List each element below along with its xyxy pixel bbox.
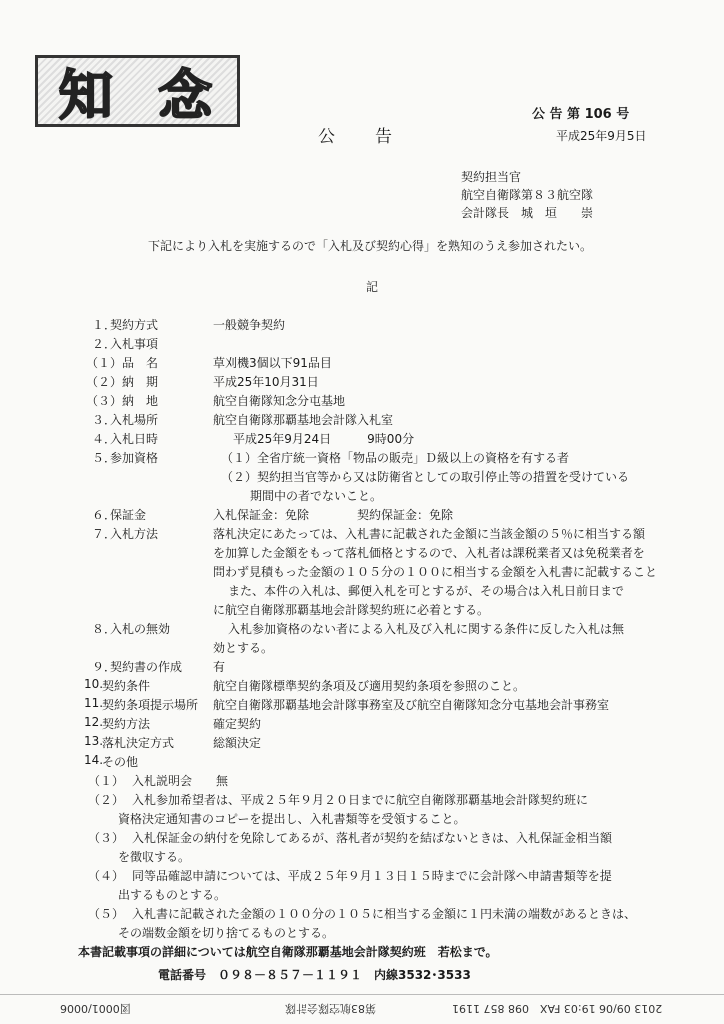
item-label-bid-method: 入札方法: [110, 527, 159, 541]
fax-page-number: 図0001/0006: [60, 1002, 131, 1015]
item-num: 13.: [84, 734, 104, 748]
item-value-contract-method: 一般競争契約: [213, 318, 286, 332]
other-deposit-1: 入札保証金の納付を免除してあるが、落札者が契約を結ばないときは、入札保証金相当額: [132, 831, 613, 845]
page-title: 公 告: [318, 127, 394, 147]
fax-footer-divider: [0, 994, 724, 995]
item-value-bid-method-5: に航空自衛隊那覇基地会計隊契約班に必着とする。: [213, 603, 490, 617]
item-label-deposit: 保証金: [110, 508, 147, 522]
other-registration-2: 資格決定通知書のコピーを提出し、入札書類等を受領すること。: [118, 812, 466, 826]
item-label-invalid-bid: 入札の無効: [110, 622, 171, 636]
item-num: 14.: [84, 753, 104, 767]
item-num: 11.: [84, 696, 104, 710]
item-value-invalid-bid-1: 入札参加資格のない者による入札及び入札に関する条件に反した入札は無: [228, 622, 625, 636]
other-briefing: 入札説明会 無: [132, 774, 229, 788]
other-num: （５）: [88, 907, 125, 921]
item-value-qualification-2: （２）契約担当官等から又は防衛省としての取引停止等の措置を受けている: [221, 470, 630, 484]
other-registration-1: 入札参加希望者は、平成２５年９月２０日までに航空自衛隊那覇基地会計隊契約班に: [132, 793, 589, 807]
item-value-bid-datetime: 平成25年9月24日 9時00分: [233, 432, 415, 446]
ki-heading: 記: [366, 280, 379, 294]
item-num: １．: [92, 318, 117, 332]
other-equivalent-1: 同等品確認申請については、平成２５年９月１３日１５時までに会計隊へ申請書類等を提: [132, 869, 612, 883]
other-deposit-2: を徴収する。: [118, 850, 191, 864]
item-label-bid-datetime: 入札日時: [110, 432, 159, 446]
intro-text: 下記により入札を実施するので「入札及び契約心得」を熟知のうえ参加されたい。: [148, 239, 593, 253]
item-value-product: 草刈機3個以下91品目: [213, 356, 332, 370]
fax-sender: 第83航空隊会計隊: [285, 1002, 376, 1015]
item-num: 10.: [84, 677, 104, 691]
sender-unit: 航空自衛隊第８３航空隊: [461, 188, 594, 202]
item-label-bid-items: 入札事項: [110, 337, 159, 351]
stamp-char-2: 念: [158, 62, 217, 127]
other-num: （１）: [88, 774, 125, 788]
other-rounding-2: その端数金額を切り捨てるものとする。: [118, 926, 335, 940]
item-value-bid-method-1: 落札決定にあたっては、入札書に記載された金額に当該金額の５％に相当する額: [213, 527, 646, 541]
item-value-qualification-1: （１）全省庁統一資格「物品の販売」Ｄ級以上の資格を有する者: [221, 451, 570, 465]
other-num: （２）: [88, 793, 125, 807]
item-value-terms-location: 航空自衛隊那覇基地会計隊事務室及び航空自衛隊知念分屯基地会計事務室: [213, 698, 610, 712]
item-value-bid-method-4: また、本件の入札は、郵便入札を可とするが、その場合は入札日前日まで: [228, 584, 625, 598]
notice-date: 平成25年9月5日: [556, 129, 647, 143]
item-value-bid-method-2: を加算した金額をもって落札価格とするので、入札者は課税業者又は免税業者を: [213, 546, 645, 560]
item-value-award-method: 総額決定: [213, 736, 262, 750]
item-label-delivery-date: 納 期: [122, 375, 159, 389]
item-label-other: その他: [102, 755, 139, 769]
item-num: （１）: [86, 356, 123, 370]
item-label-qualification: 参加資格: [110, 451, 159, 465]
contact-phone: 電話番号 ０９８－８５７－１１９１ 内線3532･3533: [158, 968, 471, 982]
contact-note: 本書記載事項の詳細については航空自衛隊那覇基地会計隊契約班 若松まで。: [78, 945, 498, 959]
fax-timestamp: 2013 09/06 19:03 FAX 098 857 1191: [452, 1002, 663, 1015]
other-equivalent-2: 出するものとする。: [118, 888, 227, 902]
item-value-bid-place: 航空自衛隊那覇基地会計隊入札室: [213, 413, 394, 427]
other-num: （４）: [88, 869, 125, 883]
item-value-contract-conditions: 航空自衛隊標準契約条項及び適用契約条項を参照のこと。: [213, 679, 526, 693]
item-num: （３）: [86, 394, 123, 408]
item-label-contract-method: 契約方式: [110, 318, 159, 332]
item-value-contract-type: 確定契約: [213, 717, 262, 731]
item-num: （２）: [86, 375, 123, 389]
other-num: （３）: [88, 831, 125, 845]
item-num: 12.: [84, 715, 104, 729]
item-label-contract-type: 契約方法: [102, 717, 151, 731]
item-value-contract-document: 有: [213, 660, 226, 674]
item-value-deposit: 入札保証金：免除 契約保証金：免除: [213, 508, 454, 522]
item-value-delivery-place: 航空自衛隊知念分屯基地: [213, 394, 346, 408]
item-label-product: 品 名: [122, 356, 159, 370]
item-label-terms-location: 契約条項提示場所: [102, 698, 199, 712]
item-label-contract-conditions: 契約条件: [102, 679, 151, 693]
item-value-delivery-date: 平成25年10月31日: [213, 375, 319, 389]
item-num: ４．: [92, 432, 117, 446]
item-num: ８．: [92, 622, 117, 636]
item-num: ９．: [92, 660, 117, 674]
item-num: ６．: [92, 508, 117, 522]
sender-title: 契約担当官: [461, 170, 522, 184]
other-rounding-1: 入札書に記載された金額の１００分の１０５に相当する金額に１円未満の端数があるときは、: [132, 907, 637, 921]
item-label-delivery-place: 納 地: [122, 394, 159, 408]
item-num: ７．: [92, 527, 117, 541]
item-label-award-method: 落札決定方式: [102, 736, 175, 750]
item-value-invalid-bid-2: 効とする。: [213, 641, 274, 655]
sender-name: 会計隊長 城 垣 崇: [461, 206, 594, 220]
stamp-char-1: 知: [58, 62, 117, 127]
notice-number: 公 告 第 106 号: [532, 107, 630, 122]
item-num: ２．: [92, 337, 117, 351]
item-value-qualification-3: 期間中の者でないこと。: [250, 489, 383, 503]
item-label-bid-place: 入札場所: [110, 413, 159, 427]
chinen-stamp: [35, 55, 240, 127]
item-num: ３．: [92, 413, 117, 427]
item-label-contract-document: 契約書の作成: [110, 660, 183, 674]
item-value-bid-method-3: 問わず見積もった金額の１０５分の１００に相当する金額を入札書に記載すること: [213, 565, 658, 579]
item-num: ５．: [92, 451, 117, 465]
